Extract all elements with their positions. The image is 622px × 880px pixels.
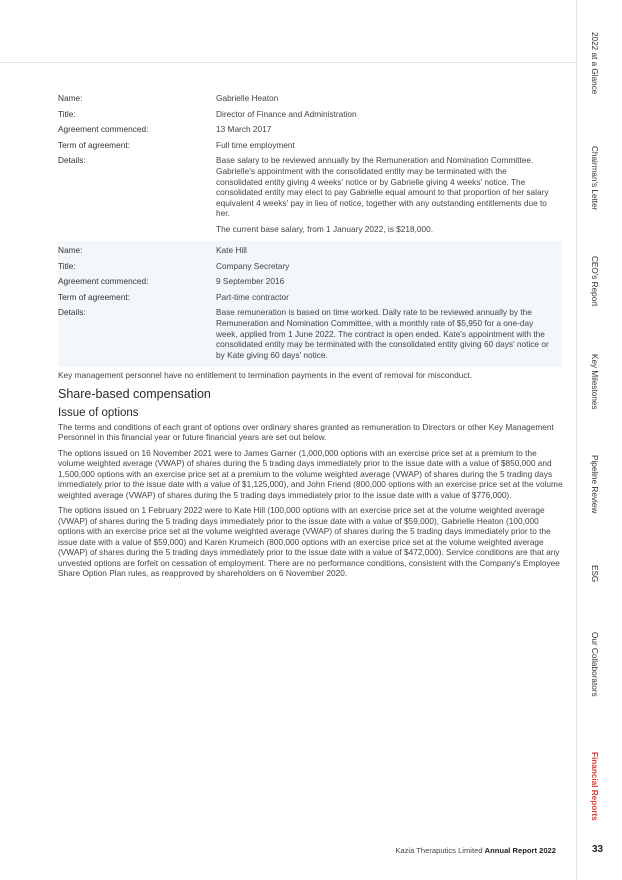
row-label: Details: — [58, 155, 86, 166]
table-row — [58, 153, 562, 237]
table-row — [58, 274, 562, 290]
paragraph: The terms and conditions of each grant of options over ordinary shares granted as remuneration to Directors or other Key Management Personnel in this financial year or future financial years are set out below. — [58, 421, 554, 442]
side-nav-item-pipeline-review[interactable]: Pipeline Review — [590, 455, 599, 514]
side-nav-item-esg[interactable]: ESG — [590, 565, 599, 583]
row-label: Agreement commenced: — [58, 276, 149, 287]
details-text: Base remuneration is based on time worked. Daily rate to be reviewed annually by the Remuneration and Nomination Committee, with a monthly rate of $5,950 for a one-day week, applied from 1 June 2022. The contract is open ended. Kate's appointment with the consolidated entity may be terminated with the consolidated entity giving 60 days' notice or by Kate giving 60 days' notice. — [216, 307, 549, 360]
row-label: Name: — [58, 245, 83, 255]
table-row — [58, 305, 562, 363]
section-heading: Share-based compensation — [58, 386, 211, 401]
section-side-nav — [577, 0, 622, 840]
side-nav-item-our-collaborators[interactable]: Our Collaborators — [590, 632, 599, 697]
side-nav-item-ceos-report[interactable]: CEO's Report — [590, 256, 599, 307]
row-value: Company Secretary — [216, 260, 290, 271]
paragraph: The options issued on 1 February 2022 were to Kate Hill (100,000 options with an exercise price set at the volume weighted average (VWAP) of shares during the 5 trading days immediately prior to the issue date with a value of $59,000), Gabrielle Heaton (100,000 options with an exercise price set at the volume weighted average (VWAP) of shares during the 5 trading days immediately prior to the issue date with a value of $59,000) and Karen Krumeich (800,000 options with an exercise price set at the volume weighted average (VWAP) of shares during the 5 trading days immediately prior to the issue date with a value of $472,000). Service conditions are that any unvested options are forfeit on cessation of employment. There are no performance conditions, consistent with the Company's Employee Share Option Plan rules, as reapproved by shareholders on 6 November 2020. — [58, 505, 560, 578]
table-row — [58, 91, 562, 107]
row-label: Term of agreement: — [58, 139, 130, 150]
table-row — [58, 259, 562, 275]
table-row — [58, 290, 562, 306]
top-divider — [0, 62, 576, 63]
row-value: Gabrielle Heaton — [216, 93, 279, 103]
agreement-table-gabrielle-heaton — [58, 91, 562, 238]
row-label: Title: — [58, 108, 76, 119]
row-value: Full time employment — [216, 139, 295, 150]
row-value: 9 September 2016 — [216, 276, 285, 287]
share-based-compensation-section — [58, 370, 564, 584]
section-subheading: Issue of options — [58, 406, 139, 419]
table-row — [58, 122, 562, 138]
side-nav-item-key-milestones[interactable]: Key Milestones — [590, 354, 599, 410]
row-label: Term of agreement: — [58, 291, 130, 302]
page-footer — [395, 846, 556, 855]
row-label: Details: — [58, 307, 86, 318]
agreement-table-kate-hill — [58, 241, 562, 367]
row-label: Name: — [58, 93, 83, 103]
row-value: Part-time contractor — [216, 291, 289, 302]
table-row — [58, 138, 562, 154]
row-value: Director of Finance and Administration — [216, 108, 357, 119]
row-value: Kate Hill — [216, 245, 247, 255]
kmp-termination-note: Key management personnel have no entitlement to termination payments in the event of removal for misconduct. — [58, 370, 473, 380]
row-label: Title: — [58, 260, 76, 271]
page-number: 33 — [592, 844, 604, 855]
side-nav-item-2022-at-a-glance[interactable]: 2022 at a Glance — [590, 32, 599, 95]
table-row — [58, 107, 562, 123]
row-label: Agreement commenced: — [58, 124, 149, 135]
row-value: 13 March 2017 — [216, 124, 272, 135]
side-nav-item-chairmans-letter[interactable]: Chairman's Letter — [590, 146, 599, 211]
footer-company: Kazia Theraputics Limited — [395, 846, 483, 855]
row-value — [216, 307, 562, 360]
details-salary-text: The current base salary, from 1 January 2022, is $218,000. — [216, 223, 434, 234]
details-text: Base salary to be reviewed annually by the Remuneration and Nomination Committee. Gabrielle's appointment with the consolidated entity may be terminated with the consolidated entity giving 4 weeks' notice or by Gabrielle giving 4 weeks' notice. The consolidated entity may elect to pay Gabrielle equal amount to that proportion of her salary equivalent 4 weeks' pay in lieu of notice, together with any outstanding entitlements due to her. — [216, 155, 549, 219]
side-nav-item-financial-reports[interactable]: Financial Reports — [590, 752, 599, 821]
footer-report-title: Annual Report 2022 — [484, 846, 556, 855]
table-row — [58, 243, 562, 259]
paragraph: The options issued on 16 November 2021 were to James Garner (1,000,000 options with an exercise price set at a premium to the volume weighted average (VWAP) of shares during the 5 trading days immediately prior to the issue date with a value of $850,000 and 1,500,000 options with an exercise price set at a premium to the volume weighted average (VWAP) of shares during the 5 trading days immediately prior to the issue date with a value of $1,125,000), and John Friend (800,000 options with an exercise price set at the volume weighted average (VWAP) of shares during the 5 trading days immediately prior to the issue date with a value of $776,000). — [58, 447, 563, 500]
row-value — [216, 155, 562, 234]
